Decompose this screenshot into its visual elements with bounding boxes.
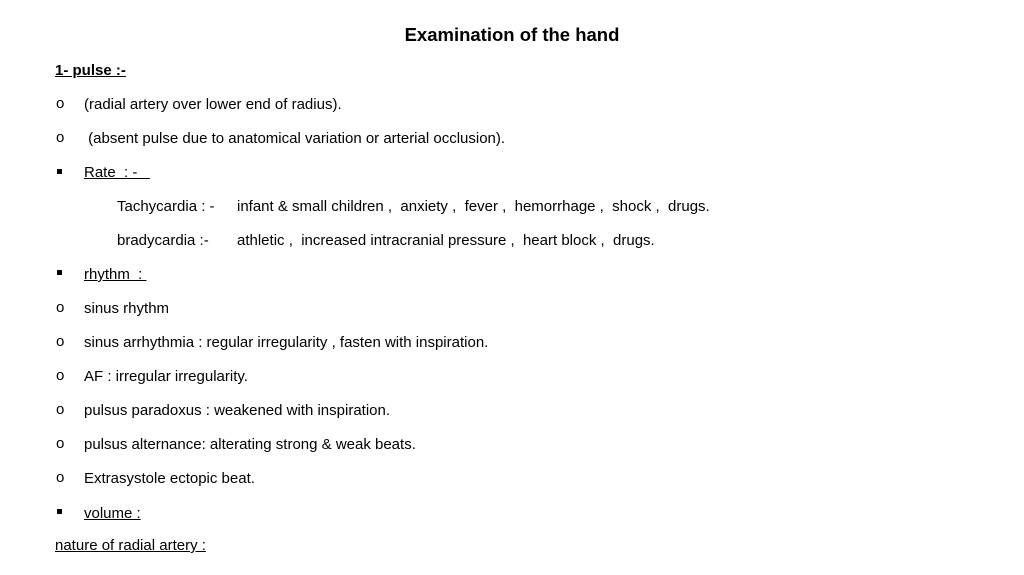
bradycardia-label: bradycardia :- bbox=[117, 232, 209, 249]
rhythm-item: AF : irregular irregularity. bbox=[84, 368, 248, 385]
square-bullet-icon bbox=[57, 270, 62, 275]
rhythm-item: sinus rhythm bbox=[84, 300, 170, 317]
circle-bullet-icon: o bbox=[56, 401, 65, 418]
circle-bullet-icon: o bbox=[56, 469, 65, 486]
circle-bullet-icon: o bbox=[56, 129, 65, 146]
tachycardia-label: Tachycardia : - bbox=[117, 198, 215, 215]
circle-bullet-icon: o bbox=[56, 435, 65, 452]
rhythm-item: pulsus alternance: alterating strong & weak beats. bbox=[84, 436, 416, 453]
rate-heading: Rate : - bbox=[84, 164, 150, 181]
square-bullet-icon bbox=[57, 169, 62, 174]
rhythm-item: sinus arrhythmia : regular irregularity , fasten with inspiration. bbox=[84, 334, 489, 351]
rhythm-item: pulsus paradoxus : weakened with inspiration. bbox=[84, 402, 391, 419]
bradycardia-causes: athletic , increased intracranial pressure , heart block , drugs. bbox=[237, 232, 655, 249]
square-bullet-icon bbox=[57, 509, 62, 514]
nature-heading: nature of radial artery : bbox=[55, 537, 206, 554]
circle-bullet-icon: o bbox=[56, 333, 65, 350]
tachycardia-causes: infant & small children , anxiety , fever , hemorrhage , shock , drugs. bbox=[237, 198, 710, 215]
rhythm-heading: rhythm : bbox=[84, 266, 147, 283]
slide-title: Examination of the hand bbox=[404, 24, 620, 45]
section-heading: 1- pulse :- bbox=[55, 62, 126, 79]
list-item: (radial artery over lower end of radius). bbox=[84, 96, 342, 113]
circle-bullet-icon: o bbox=[56, 299, 65, 316]
volume-heading: volume : bbox=[84, 505, 141, 522]
circle-bullet-icon: o bbox=[56, 367, 65, 384]
circle-bullet-icon: o bbox=[56, 95, 65, 112]
list-item: (absent pulse due to anatomical variation or arterial occlusion). bbox=[84, 130, 506, 147]
rhythm-item: Extrasystole ectopic beat. bbox=[84, 470, 255, 487]
